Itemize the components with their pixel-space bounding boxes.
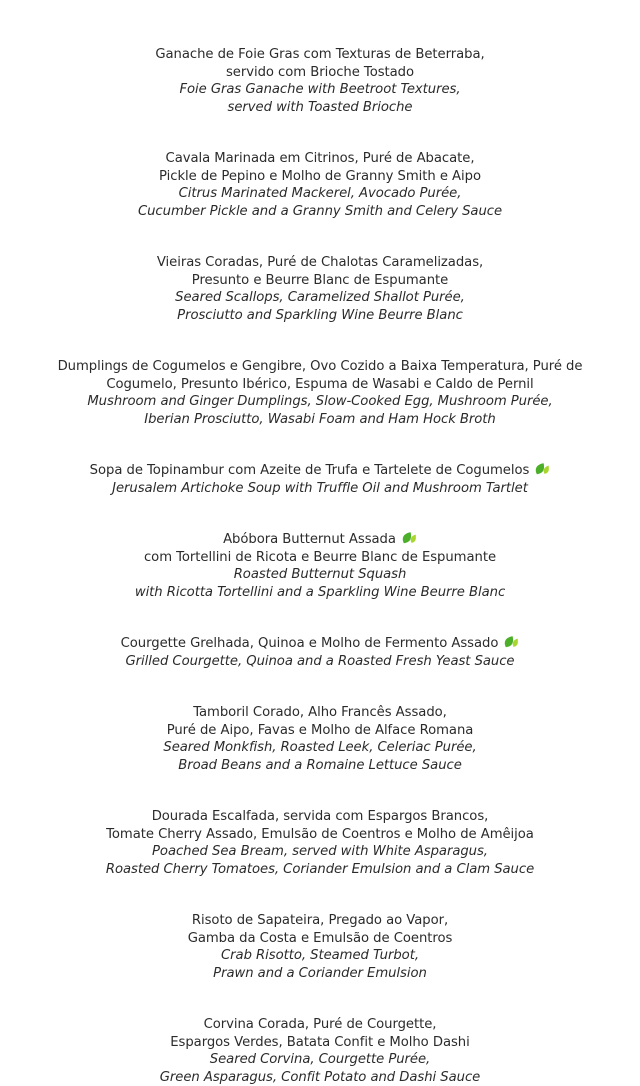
course-text: Seared Corvina, Courgette Purée, (210, 1052, 430, 1067)
course-text: Green Asparagus, Confit Potato and Dashi Sauce (160, 1070, 480, 1085)
course-line-en (40, 757, 600, 775)
course-text: served with Toasted Brioche (228, 100, 413, 115)
course-line-pt (40, 930, 600, 948)
course-text: servido com Brioche Tostado (226, 65, 414, 80)
course-line-en (40, 480, 600, 498)
course-line-pt (40, 704, 600, 722)
course-line-pt (40, 46, 600, 64)
course-text: Cavala Marinada em Citrinos, Puré de Abacate, (166, 151, 475, 166)
vegetarian-leaf-icon (534, 462, 550, 476)
course-text: Courgette Grelhada, Quinoa e Molho de Fermento Assado (121, 636, 499, 651)
course-line-en (40, 185, 600, 203)
course-text: Cucumber Pickle and a Granny Smith and Celery Sauce (138, 204, 502, 219)
course-line-en (40, 1069, 600, 1086)
course-line-en (40, 411, 600, 429)
menu-course (40, 912, 600, 982)
menu-course (40, 462, 600, 497)
course-text: Grilled Courgette, Quinoa and a Roasted Fresh Yeast Sauce (126, 654, 515, 669)
menu-course (40, 358, 600, 428)
vegetarian-leaf-icon (401, 531, 417, 545)
menu-course (40, 46, 600, 116)
course-line-en (40, 203, 600, 221)
course-line-pt (40, 376, 600, 394)
course-line-pt (40, 531, 600, 549)
course-line-en (40, 861, 600, 879)
course-text: Pickle de Pepino e Molho de Granny Smith e Aipo (159, 169, 481, 184)
course-line-pt (40, 826, 600, 844)
course-text: Poached Sea Bream, served with White Asparagus, (152, 844, 488, 859)
course-line-en (40, 965, 600, 983)
course-text: Ganache de Foie Gras com Texturas de Beterraba, (155, 47, 484, 62)
vegetarian-leaf-icon (503, 635, 519, 649)
course-line-pt (40, 549, 600, 567)
course-text: Cogumelo, Presunto Ibérico, Espuma de Wasabi e Caldo de Pernil (106, 377, 533, 392)
menu-course (40, 254, 600, 324)
course-text: Risoto de Sapateira, Pregado ao Vapor, (192, 913, 448, 928)
course-line-pt (40, 912, 600, 930)
course-text: Tomate Cherry Assado, Emulsão de Coentros e Molho de Amêijoa (106, 827, 534, 842)
course-line-pt (40, 1034, 600, 1052)
course-text: Prosciutto and Sparkling Wine Beurre Blanc (177, 308, 463, 323)
course-line-en (40, 843, 600, 861)
course-text: Iberian Prosciutto, Wasabi Foam and Ham Hock Broth (144, 412, 496, 427)
course-text: com Tortellini de Ricota e Beurre Blanc de Espumante (144, 550, 496, 565)
course-line-en (40, 947, 600, 965)
course-text: Roasted Butternut Squash (234, 567, 407, 582)
course-line-pt (40, 168, 600, 186)
course-line-pt (40, 722, 600, 740)
course-text: Citrus Marinated Mackerel, Avocado Purée, (179, 186, 462, 201)
menu-course (40, 704, 600, 774)
course-line-pt (40, 254, 600, 272)
menu-course (40, 531, 600, 601)
menu-course (40, 150, 600, 220)
course-text: Gamba da Costa e Emulsão de Coentros (188, 931, 453, 946)
course-text: Abóbora Butternut Assada (223, 532, 396, 547)
course-text: Vieiras Coradas, Puré de Chalotas Caramelizadas, (157, 255, 483, 270)
course-line-pt (40, 358, 600, 376)
course-text: Seared Scallops, Caramelized Shallot Purée, (175, 290, 465, 305)
course-text: Dourada Escalfada, servida com Espargos Brancos, (152, 809, 489, 824)
course-line-pt (40, 150, 600, 168)
course-line-pt (40, 272, 600, 290)
course-text: Foie Gras Ganache with Beetroot Textures, (179, 82, 460, 97)
course-line-en (40, 289, 600, 307)
course-text: Dumplings de Cogumelos e Gengibre, Ovo Cozido a Baixa Temperatura, Puré de (58, 359, 583, 374)
course-line-pt (40, 64, 600, 82)
menu-course (40, 635, 600, 670)
course-text: Puré de Aipo, Favas e Molho de Alface Romana (167, 723, 474, 738)
course-text: Sopa de Topinambur com Azeite de Trufa e Tartelete de Cogumelos (90, 463, 530, 478)
course-line-en (40, 307, 600, 325)
course-line-en (40, 99, 600, 117)
course-text: with Ricotta Tortellini and a Sparkling Wine Beurre Blanc (135, 585, 505, 600)
course-line-en (40, 393, 600, 411)
course-text: Espargos Verdes, Batata Confit e Molho Dashi (170, 1035, 469, 1050)
course-text: Prawn and a Coriander Emulsion (213, 966, 427, 981)
menu-course (40, 808, 600, 878)
menu-course (40, 1016, 600, 1086)
course-text: Broad Beans and a Romaine Lettuce Sauce (178, 758, 462, 773)
course-line-en (40, 653, 600, 671)
course-line-en (40, 739, 600, 757)
course-line-en (40, 81, 600, 99)
course-text: Corvina Corada, Puré de Courgette, (204, 1017, 437, 1032)
course-line-en (40, 584, 600, 602)
course-line-pt (40, 808, 600, 826)
course-line-en (40, 566, 600, 584)
course-text: Mushroom and Ginger Dumplings, Slow-Cooked Egg, Mushroom Purée, (87, 394, 552, 409)
course-line-pt (40, 1016, 600, 1034)
course-text: Tamboril Corado, Alho Francês Assado, (193, 705, 447, 720)
course-line-en (40, 1051, 600, 1069)
course-line-pt (40, 635, 600, 653)
course-text: Seared Monkfish, Roasted Leek, Celeriac Purée, (163, 740, 476, 755)
course-text: Roasted Cherry Tomatoes, Coriander Emulsion and a Clam Sauce (106, 862, 534, 877)
course-line-pt (40, 462, 600, 480)
course-text: Jerusalem Artichoke Soup with Truffle Oil and Mushroom Tartlet (112, 481, 528, 496)
course-text: Crab Risotto, Steamed Turbot, (221, 948, 419, 963)
course-text: Presunto e Beurre Blanc de Espumante (192, 273, 448, 288)
